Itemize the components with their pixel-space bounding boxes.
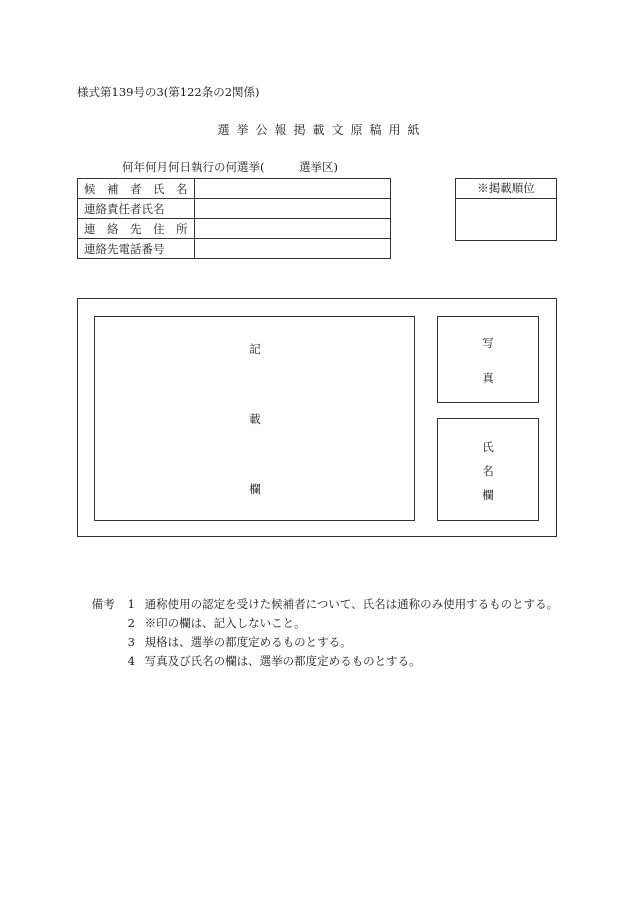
notes-heading: 備考 bbox=[91, 597, 115, 611]
note-text: ※印の欄は、記入しないこと。 bbox=[144, 616, 306, 630]
entry-area-char: 載 bbox=[249, 412, 261, 426]
name-area-char: 氏 bbox=[482, 440, 494, 454]
note-text: 通称使用の認定を受けた候補者について、氏名は通称のみ使用するものとする。 bbox=[144, 597, 559, 611]
contact-person-label: 連絡責任者氏名 bbox=[78, 199, 195, 219]
table-row bbox=[78, 239, 391, 259]
contact-phone-field[interactable] bbox=[195, 239, 391, 259]
candidate-name-field[interactable] bbox=[195, 179, 391, 199]
table-row bbox=[78, 219, 391, 239]
candidate-info-table bbox=[77, 178, 391, 259]
contact-phone-label: 連絡先電話番号 bbox=[78, 239, 195, 259]
entry-area-char: 欄 bbox=[249, 482, 261, 496]
table-row bbox=[78, 179, 391, 199]
table-row bbox=[78, 199, 391, 219]
photo-area-char: 真 bbox=[482, 371, 494, 385]
note-number: 3 bbox=[127, 635, 135, 649]
contact-person-field[interactable] bbox=[195, 199, 391, 219]
election-line: 何年何月何日執行の何選挙( 選挙区) bbox=[122, 160, 338, 174]
name-area[interactable] bbox=[437, 418, 539, 521]
photo-area-char: 写 bbox=[482, 336, 494, 350]
name-area-char: 欄 bbox=[482, 488, 494, 502]
note-number: 2 bbox=[127, 616, 135, 630]
entry-area-char: 記 bbox=[249, 342, 261, 356]
note-item bbox=[77, 576, 559, 611]
contact-address-field[interactable] bbox=[195, 219, 391, 239]
note-number: 1 bbox=[127, 597, 135, 611]
form-number: 様式第139号の3(第122条の2関係) bbox=[77, 85, 260, 99]
note-text: 規格は、選挙の都度定めるものとする。 bbox=[144, 635, 352, 649]
publication-order-header: ※掲載順位 bbox=[456, 179, 556, 199]
note-text: 写真及び氏名の欄は、選挙の都度定めるものとする。 bbox=[144, 654, 421, 668]
contact-address-label: 連 絡 先 住 所 bbox=[78, 219, 195, 239]
entry-area[interactable] bbox=[94, 316, 415, 521]
notes-section bbox=[77, 576, 559, 668]
note-number: 4 bbox=[127, 654, 135, 668]
name-area-char: 名 bbox=[482, 464, 494, 478]
publication-order-field[interactable] bbox=[456, 199, 556, 240]
publication-order-box bbox=[455, 178, 557, 241]
candidate-name-label: 候 補 者 氏 名 bbox=[78, 179, 195, 199]
photo-area[interactable] bbox=[437, 316, 539, 403]
form-title: 選挙公報掲載文原稿用紙 bbox=[217, 123, 427, 137]
